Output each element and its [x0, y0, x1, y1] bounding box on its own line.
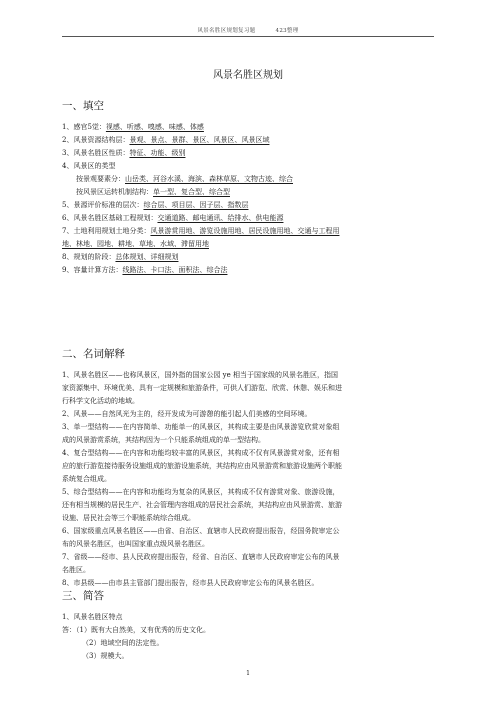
answer: 视感、听感、嗅感、味感、体感 [105, 123, 204, 131]
fill-item: 8、规划的阶段：总体规划、详细规划 [62, 253, 179, 261]
definition-line: 5、综合型结构——在内容和功能均为复杂的风景区，其构成不仅有游赏对象、旅游设施， [62, 488, 340, 496]
answer-line: （3）规模大。 [82, 652, 129, 660]
definition-line: 名胜区。 [62, 566, 90, 574]
answer-line: （2）地域空间的法定性。 [82, 639, 164, 647]
answer: 特征、功能、级别 [129, 149, 186, 157]
answer: 总体规划、详细规划 [115, 253, 179, 261]
answer: 交通道路、邮电通讯、给排水、供电能源 [157, 214, 284, 222]
section-heading: 一、填空 [62, 100, 104, 112]
definition-line: 7、省级——经市、县人民政府提出报告，经省、自治区、直辖市人民政府审定公布的风景 [62, 553, 340, 561]
definition-line: 应的旅行游览接待服务设施组成的旅游设施系统，其结构应由风景游赏和旅游设施两个职能 [62, 462, 342, 470]
definition-line: 系统复合组成。 [62, 475, 111, 483]
definition-line: 设施、居民社会等三个职能系统综合组成。 [62, 514, 195, 522]
fill-item: 按风景区运转机制结构：单一型、复合型、综合型 [76, 188, 230, 196]
section-definitions [62, 346, 436, 590]
definition-line: 布的风景名胜区，也叫国家重点级风景名胜区。 [62, 540, 209, 548]
answer: 单一型、复合型、综合型 [153, 188, 230, 196]
definition-line: 家资源集中、环境优美、具有一定规模和旅游条件，可供人们游览、欣赏、休憩、娱乐和进 [62, 384, 342, 392]
fill-item: 按景观要素分：山岳类、河谷水溪、海滨、森林草原、文物古迹、综合 [76, 175, 293, 183]
fill-item: 3、风景名胜区性质：特征、功能、级别 [62, 149, 186, 157]
fill-item: 4、风景区的类型 [62, 162, 116, 170]
document-title: 风景名胜区规划 [213, 70, 283, 81]
definition-line: 8、市县级——由市县主管部门提出报告，经市县人民政府审定公布的风景名胜区。 [62, 579, 319, 587]
fill-item-continued [62, 238, 436, 251]
definition-line: 3、单一型结构——在内容简单、功能单一的风景区，其构成主要是由风景游览欣赏对象组 [62, 423, 340, 431]
answer: 综合层、项目层、因子层、指数层 [143, 201, 249, 209]
definition-line: 6、国家级重点风景名胜区——由省、自治区、直辖市人民政府提出报告，经国务院审定公 [62, 527, 340, 535]
fill-item: 9、容量计算方法：线路法、卡口法、面积法、综合法 [62, 266, 228, 274]
definition-line: 4、复合型结构——在内容和功能均较丰富的风景区，其构成不仅有风景游赏对象，还有相 [62, 449, 340, 457]
answer-line: 1、风景名胜区特点 [62, 613, 123, 621]
answer: 景观、景点、景群、景区、风景区、风景区域 [129, 136, 270, 144]
fill-item: 5、景源评价标准的层次：综合层、项目层、因子层、指数层 [62, 201, 249, 209]
answer: 风景游赏用地、游览设施用地、居民设施用地、交通与工程用 [150, 227, 340, 235]
fill-item: 6、风景名胜区基础工程规划：交通道路、邮电通讯、给排水、供电能源 [62, 214, 284, 222]
header-compiler: 423整理 [275, 28, 299, 34]
section-short-answers [62, 588, 436, 663]
fill-item: 1、感官5觉：视感、听感、嗅感、味感、体感 [62, 123, 204, 131]
answer-line: 答：（1）既有大自然美，又有优秀的历史文化。 [62, 626, 210, 634]
answer: 线路法、卡口法、面积法、综合法 [122, 266, 228, 274]
running-header [0, 26, 496, 34]
page-number: 1 [246, 670, 250, 677]
definition-line: 1、风景名胜区——也称风景区，国外指的国家公园 ye 相当于国家级的风景名胜区，指国 [62, 371, 338, 379]
definition-line: 行科学文化活动的地域。 [62, 397, 139, 405]
header-rule [62, 36, 434, 37]
section-heading: 二、名词解释 [62, 348, 125, 360]
definition-line: 2、风景——自然风光为主的，经开发成为可游憩的能引起人们美感的空间环境。 [62, 410, 312, 418]
definition-line: 还有相当规模的居民生产、社会管理内容组成的居民社会系统，其结构应由风景游赏、旅游 [62, 501, 342, 509]
fill-item: 2、风景资源结构层：景观、景点、景群、景区、风景区、风景区域 [62, 136, 270, 144]
fill-item: 7、土地利用规划土地分类：风景游赏用地、游览设施用地、居民设施用地、交通与工程用 [62, 227, 340, 235]
answer: 山岳类、河谷水溪、海滨、森林草原、文物古迹、综合 [125, 175, 293, 183]
section-heading: 三、简答 [62, 590, 104, 602]
definition-line: 成的风景游赏系统，其结构因为一个只能系统组成的单一型结构。 [62, 436, 265, 444]
section-fill-blanks [62, 98, 436, 277]
answer: 地、林地、园地、耕地、草地、水域、滞留用地 [62, 240, 209, 248]
header-title: 风景名胜区规划复习题 [197, 28, 256, 34]
